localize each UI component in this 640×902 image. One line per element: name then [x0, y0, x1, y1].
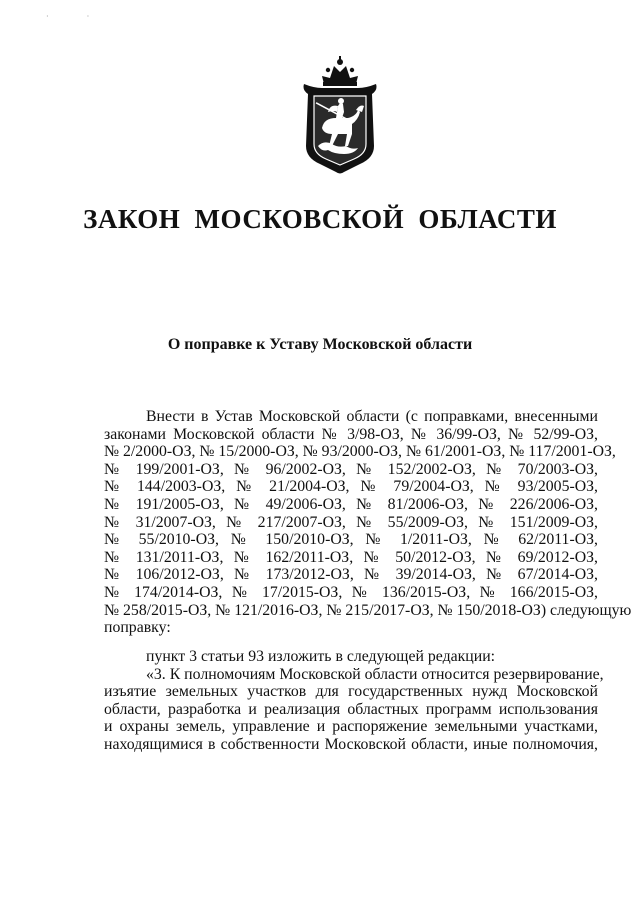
intro-line: № 199/2001-ОЗ, № 96/2002-ОЗ, № 152/2002-ОЗ, № 70/2003-ОЗ, — [104, 460, 598, 478]
intro-line: № 131/2011-ОЗ, № 162/2011-ОЗ, № 50/2012-ОЗ, № 69/2012-ОЗ, — [104, 548, 598, 566]
intro-line: № 191/2005-ОЗ, № 49/2006-ОЗ, № 81/2006-ОЗ, № 226/2006-ОЗ, — [104, 495, 598, 513]
amendment-line: «3. К полномочиям Московской области относится резервирование, — [146, 665, 604, 683]
crown-icon — [322, 56, 358, 86]
amendment-line: находящимися в собственности Московской области, иные полномочия, — [104, 735, 598, 753]
page-title: ЗАКОН МОСКОВСКОЙ ОБЛАСТИ — [83, 204, 557, 234]
intro-line: № 31/2007-ОЗ, № 217/2007-ОЗ, № 55/2009-ОЗ, № 151/2009-ОЗ, — [104, 513, 598, 531]
amendment-line: изъятие земельных участков для государственных нужд Московской — [104, 683, 598, 701]
intro-line: № 258/2015-ОЗ, № 121/2016-ОЗ, № 215/2017-ОЗ, № 150/2018-ОЗ) следующую — [104, 601, 632, 619]
amendment-paragraph — [104, 648, 604, 754]
intro-line: Внести в Устав Московской области (с поправками, внесенными — [146, 408, 598, 425]
intro-paragraph — [104, 408, 632, 637]
amendment-line: и охраны земель, управление и распоряжение земельными участками, — [104, 718, 598, 736]
intro-line: № 55/2010-ОЗ, № 150/2010-ОЗ, № 1/2011-ОЗ, № 62/2011-ОЗ, — [104, 531, 598, 549]
moscow-oblast-coat-of-arms-icon — [294, 54, 386, 182]
intro-line: законами Московской области № 3/98-ОЗ, № 36/99-ОЗ, № 52/99-ОЗ, — [104, 425, 598, 443]
amendment-line: пункт 3 статьи 93 изложить в следующей редакции: — [146, 648, 496, 665]
scan-marks: · · — [46, 12, 108, 21]
document-subtitle: О поправке к Уставу Московской области — [167, 336, 473, 353]
intro-line: № 144/2003-ОЗ, № 21/2004-ОЗ, № 79/2004-ОЗ, № 93/2005-ОЗ, — [104, 478, 598, 496]
intro-line: № 174/2014-ОЗ, № 17/2015-ОЗ, № 136/2015-ОЗ, № 166/2015-ОЗ, — [104, 583, 598, 601]
amendment-line: области, разработка и реализация областных программ использования — [104, 700, 598, 718]
intro-line: поправку: — [104, 619, 171, 637]
intro-line: № 2/2000-ОЗ, № 15/2000-ОЗ, № 93/2000-ОЗ, № 61/2001-ОЗ, № 117/2001-ОЗ, — [104, 443, 616, 461]
intro-line: № 106/2012-ОЗ, № 173/2012-ОЗ, № 39/2014-ОЗ, № 67/2014-ОЗ, — [104, 566, 598, 584]
